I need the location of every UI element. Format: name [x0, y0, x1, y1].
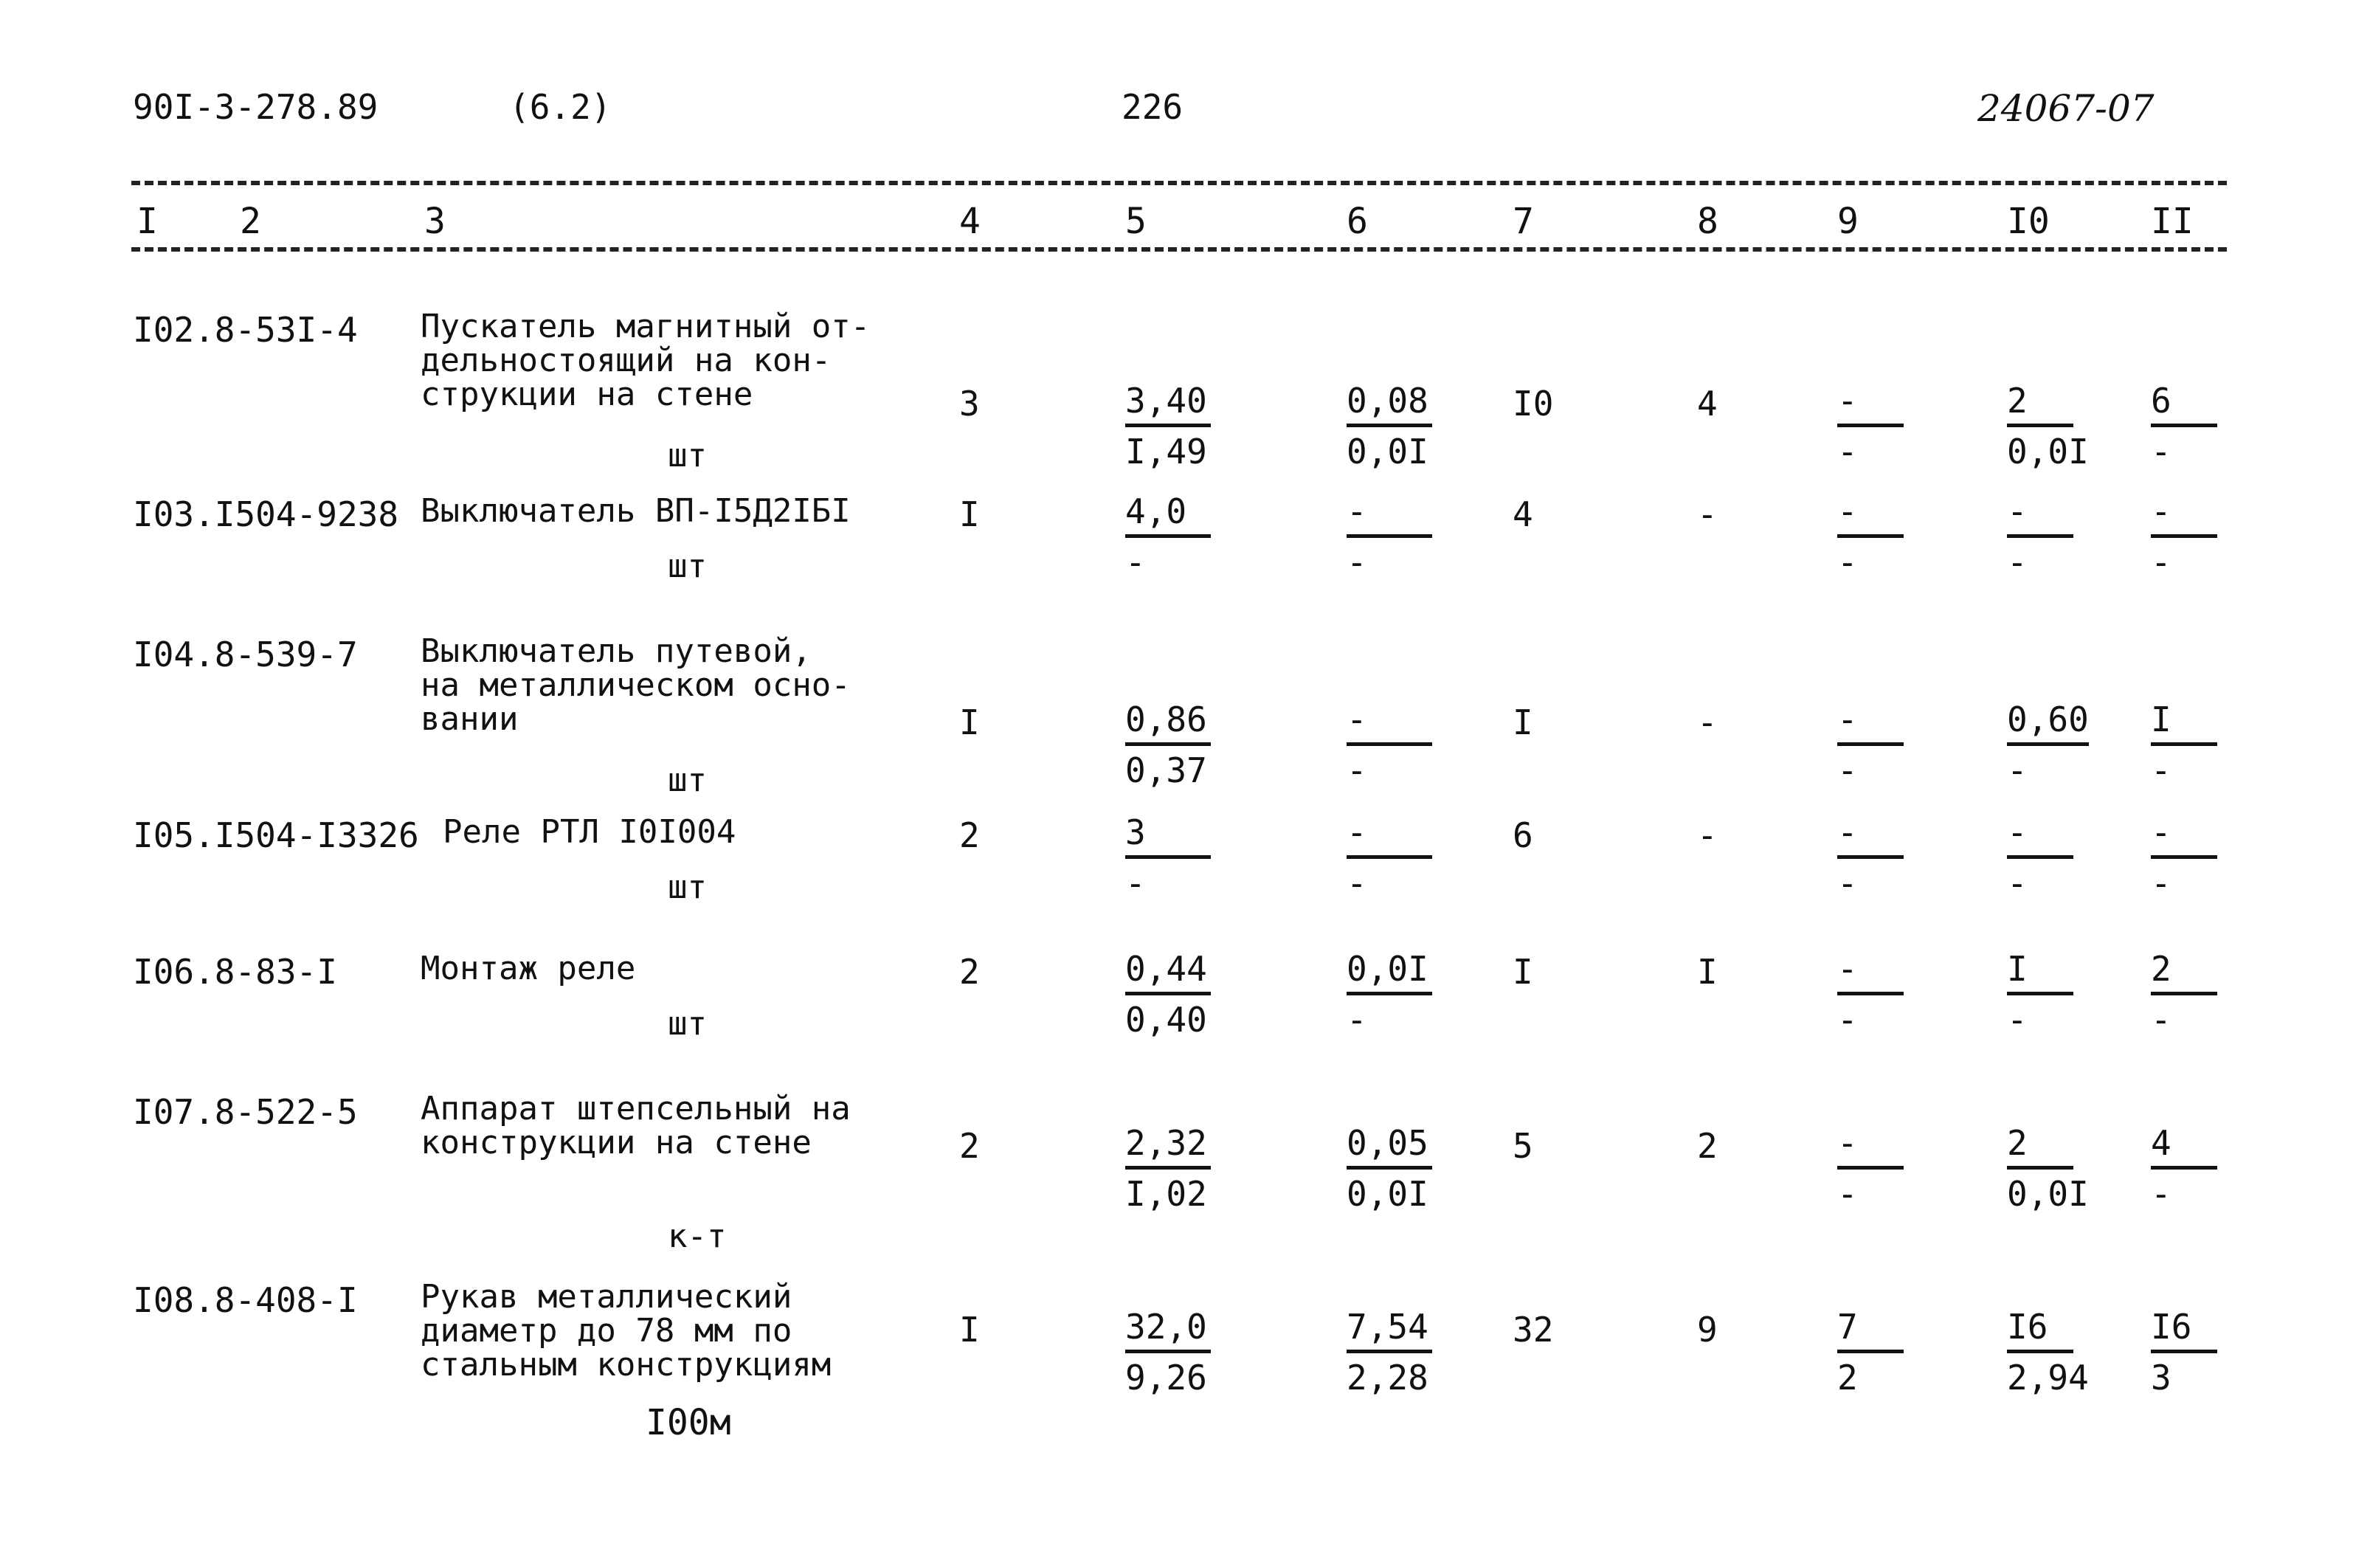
column-number-4: 4 [959, 201, 981, 242]
item-code: I05.I504-I3326 [133, 815, 419, 855]
col11-value: - - [2151, 815, 2217, 903]
col8-value: - [1697, 702, 1718, 742]
item-code: I07.8-522-5 [133, 1092, 358, 1132]
col8-value: - [1697, 494, 1718, 534]
col7-value: 5 [1513, 1126, 1533, 1166]
col6-value: $\frac{7,54}{2,28}$ [1347, 1310, 1432, 1398]
col7-value: 6 [1513, 815, 1533, 855]
item-code: I04.8-539-7 [133, 635, 358, 674]
col9-value: - - [1837, 1126, 1904, 1214]
item-unit: I00м [646, 1402, 731, 1443]
item-description: Пускатель магнитный от- дельностоящий на кон- струкции на стене [421, 308, 871, 413]
col10-value: $\frac{2}{0,0I}$ [2007, 1123, 2089, 1214]
item-description: Выключатель путевой, на металлическом осно- вании [421, 632, 851, 738]
col11-value: 6 - [2151, 384, 2217, 472]
column-number-8: 8 [1697, 201, 1718, 242]
col6-value: - - [1347, 702, 1432, 790]
col7-value: 4 [1513, 494, 1533, 534]
col9-value: - - [1837, 952, 1904, 1040]
col9-value: - - [1837, 702, 1904, 790]
quantity: 2 [959, 815, 980, 855]
section-number: (6.2) [509, 87, 612, 127]
col6-value: $\frac{0,08}{0,0I}$ [1347, 384, 1432, 472]
item-unit: шт [668, 548, 707, 585]
item-code: I03.I504-9238 [133, 494, 399, 534]
col5-value: $\frac{2,32}{I,02}$ [1125, 1126, 1211, 1214]
col5-value: 4,0 - [1125, 494, 1211, 582]
column-number-10: I0 [2007, 201, 2050, 242]
col11-value: - - [2151, 494, 2217, 582]
item-code: I06.8-83-I [133, 952, 337, 992]
quantity: I [959, 702, 980, 742]
col9-value: - - [1837, 494, 1904, 582]
col10-value: - - [2007, 815, 2073, 903]
col6-value: - - [1347, 494, 1432, 582]
col7-value: I [1513, 702, 1533, 742]
col11-value: 2 - [2151, 952, 2217, 1040]
document-code: 90I-3-278.89 [133, 87, 379, 127]
col6-value: $\frac{0,05}{0,0I}$ [1347, 1126, 1432, 1214]
quantity: 3 [959, 384, 980, 424]
table-header-rule [131, 247, 2227, 252]
col10-value: $\frac{I6}{2,94}$ [2007, 1307, 2089, 1398]
item-code: I02.8-53I-4 [133, 310, 358, 350]
col5-value: $\frac{32,0}{9,26}$ [1125, 1310, 1211, 1398]
item-description: Монтаж реле [421, 950, 636, 987]
item-code: I08.8-408-I [133, 1280, 358, 1320]
column-number-5: 5 [1125, 201, 1147, 242]
col10-value: $\frac{2}{0,0I}$ [2007, 381, 2089, 472]
col7-value: I [1513, 952, 1533, 992]
col9-value: $\frac{7}{2}$ [1837, 1310, 1904, 1398]
item-description: Выключатель ВП-I5Д2IБI [421, 492, 851, 530]
col11-value: I - [2151, 702, 2217, 790]
stamp-number: 24067-07 [1977, 87, 2155, 130]
col8-value: I [1697, 952, 1718, 992]
column-number-6: 6 [1347, 201, 1368, 242]
col10-value: I - [2007, 952, 2073, 1040]
item-unit: шт [668, 761, 707, 799]
col11-value: 4 - [2151, 1126, 2217, 1214]
quantity: 2 [959, 1126, 980, 1166]
item-unit: шт [668, 868, 707, 906]
col5-value: $\frac{0,86}{0,37}$ [1125, 702, 1211, 790]
column-number-2: 2 [240, 201, 261, 242]
col7-value: 32 [1513, 1310, 1554, 1350]
item-description: Реле РТЛ I0I004 [443, 813, 736, 851]
quantity: I [959, 494, 980, 534]
column-number-9: 9 [1837, 201, 1859, 242]
col9-value: - - [1837, 815, 1904, 903]
quantity: I [959, 1310, 980, 1350]
col5-value: $\frac{0,44}{0,40}$ [1125, 952, 1211, 1040]
column-number-11: II [2151, 201, 2194, 242]
col6-value: 0,0I - [1347, 952, 1432, 1040]
item-unit: шт [668, 1005, 707, 1043]
col8-value: 9 [1697, 1310, 1718, 1350]
col8-value: 2 [1697, 1126, 1718, 1166]
col6-value: - - [1347, 815, 1432, 903]
quantity: 2 [959, 952, 980, 992]
col7-value: I0 [1513, 384, 1554, 424]
column-number-1: I [137, 201, 158, 242]
col9-value: - - [1837, 384, 1904, 472]
col5-value: 3 - [1125, 815, 1211, 903]
col10-value: - - [2007, 494, 2073, 582]
item-unit: шт [668, 437, 707, 474]
item-description: Рукав металлический диаметр до 78 мм по стальным конструкциям [421, 1278, 832, 1384]
col10-value: 0,60 - [2007, 700, 2089, 790]
col5-value: $\frac{3,40}{I,49}$ [1125, 384, 1211, 472]
item-description: Аппарат штепсельный на конструкции на стене [421, 1090, 851, 1161]
col11-value: $\frac{I6}{3}$ [2151, 1310, 2217, 1398]
col8-value: 4 [1697, 384, 1718, 424]
col8-value: - [1697, 815, 1718, 855]
column-number-3: 3 [424, 201, 446, 242]
column-number-7: 7 [1513, 201, 1534, 242]
table-top-rule [131, 181, 2227, 185]
item-unit: к-т [668, 1218, 727, 1255]
page-number: 226 [1122, 87, 1184, 127]
